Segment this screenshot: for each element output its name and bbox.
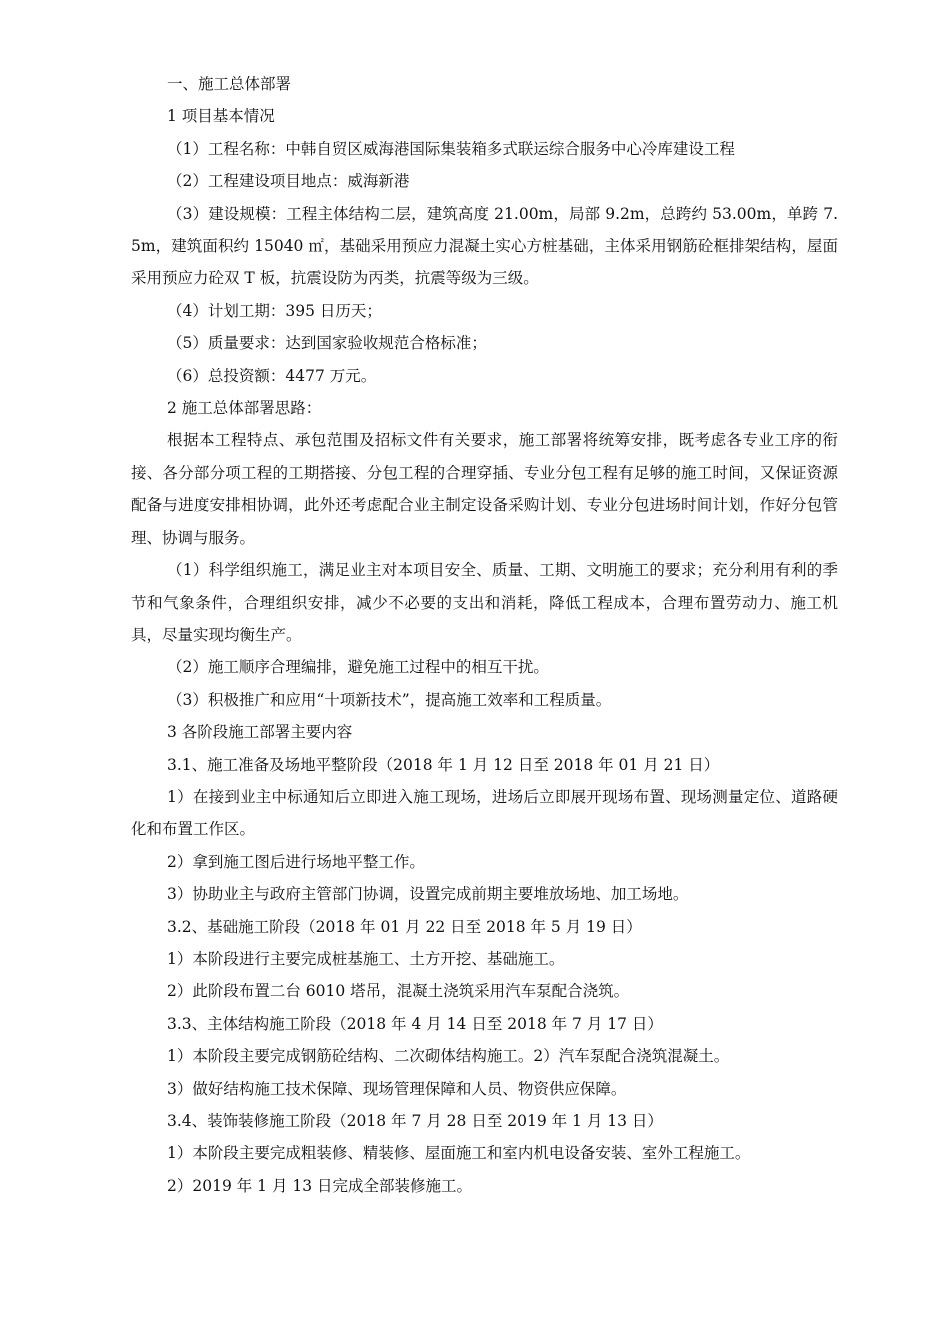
- document-heading: 一、施工总体部署: [167, 75, 292, 93]
- stage-2-title: 3.2、基础施工阶段（2018 年 01 月 22 日至 2018 年 5 月 19 日）: [167, 917, 642, 936]
- stage-4-item-2: 2）2019 年 1 月 13 日完成全部装修施工。: [167, 1176, 473, 1195]
- stage-3-item-2: 3）做好结构施工技术保障、现场管理保障和人员、物资供应保障。: [167, 1079, 627, 1098]
- stage-2-item-1: 1）本阶段进行主要完成桩基施工、土方开挖、基础施工。: [167, 949, 565, 968]
- stage-1-item-1: 1）在接到业主中标通知后立即进入施工现场，进场后立即展开现场布置、现场测量定位、道路硬化和布置工作区。: [131, 787, 838, 839]
- section-2-intro-paragraph: 根据本工程特点、承包范围及招标文件有关要求，施工部署将统筹安排，既考虑各专业工序的衔接、各分部分项工程的工期搭接、分包工程的合理穿插、专业分包工程有足够的施工时间，又保证资源配备与进度安排相协调，此外还考虑配合业主制定设备采购计划、专业分包进场时间计划，作好分包管理、协调与服务。: [131, 431, 838, 547]
- stage-4-title: 3.4、装饰装修施工阶段（2018 年 7 月 28 日至 2019 年 1 月 13 日）: [167, 1112, 663, 1130]
- project-location-item: （2）工程建设项目地点：威海新港: [167, 172, 410, 191]
- section-2-item-2: （2）施工顺序合理编排，避免施工过程中的相互干扰。: [167, 658, 549, 677]
- stage-2-item-2: 2）此阶段布置二台 6010 塔吊，混凝土浇筑采用汽车泵配合浇筑。: [167, 982, 630, 1001]
- project-scale-item: （3）建设规模：工程主体结构二层，建筑高度 21.00m，局部 9.2m，总跨约 53.00m，单跨 7.5m，建筑面积约 15040 ㎡，基础采用预应力混凝土实心方桩基础，主体采用钢筋砼框排架结构，屋面采用预应力砼双 T 板，抗震设防为丙类，抗震等级为三级。: [131, 204, 838, 288]
- stage-1-item-2: 2）拿到施工图后进行场地平整工作。: [167, 852, 425, 871]
- section-1-title: 1 项目基本情况: [167, 107, 275, 126]
- stage-1-item-3: 3）协助业主与政府主管部门协调，设置完成前期主要堆放场地、加工场地。: [167, 885, 689, 904]
- section-2-item-3: （3）积极推广和应用“十项新技术”，提高施工效率和工程质量。: [167, 690, 612, 709]
- quality-requirement-item: （5）质量要求：达到国家验收规范合格标准；: [167, 334, 487, 353]
- planned-duration-item: （4）计划工期：395 日历天；: [167, 301, 382, 320]
- section-3-title: 3 各阶段施工部署主要内容: [167, 723, 353, 742]
- stage-3-title: 3.3、主体结构施工阶段（2018 年 4 月 14 日至 2018 年 7 月 17 日）: [167, 1014, 663, 1033]
- project-name-item: （1）工程名称：中韩自贸区威海港国际集装箱多式联运综合服务中心冷库建设工程: [167, 139, 735, 158]
- stage-4-item-1: 1）本阶段主要完成粗装修、精装修、屋面施工和室内机电设备安装、室外工程施工。: [167, 1144, 751, 1163]
- stage-3-item-1: 1）本阶段主要完成钢筋砼结构、二次砌体结构施工。2）汽车泵配合浇筑混凝土。: [167, 1047, 730, 1066]
- stage-1-title: 3.1、施工准备及场地平整阶段（2018 年 1 月 12 日至 2018 年 01 月 21 日）: [167, 755, 720, 774]
- section-2-title: 2 施工总体部署思路：: [167, 399, 322, 418]
- total-investment-item: （6）总投资额：4477 万元。: [167, 366, 377, 385]
- section-2-item-1: （1）科学组织施工，满足业主对本项目安全、质量、工期、文明施工的要求；充分利用有利的季节和气象条件，合理组织安排，减少不必要的支出和消耗，降低工程成本，合理布置劳动力、施工机具，尽量实现均衡生产。: [131, 561, 838, 644]
